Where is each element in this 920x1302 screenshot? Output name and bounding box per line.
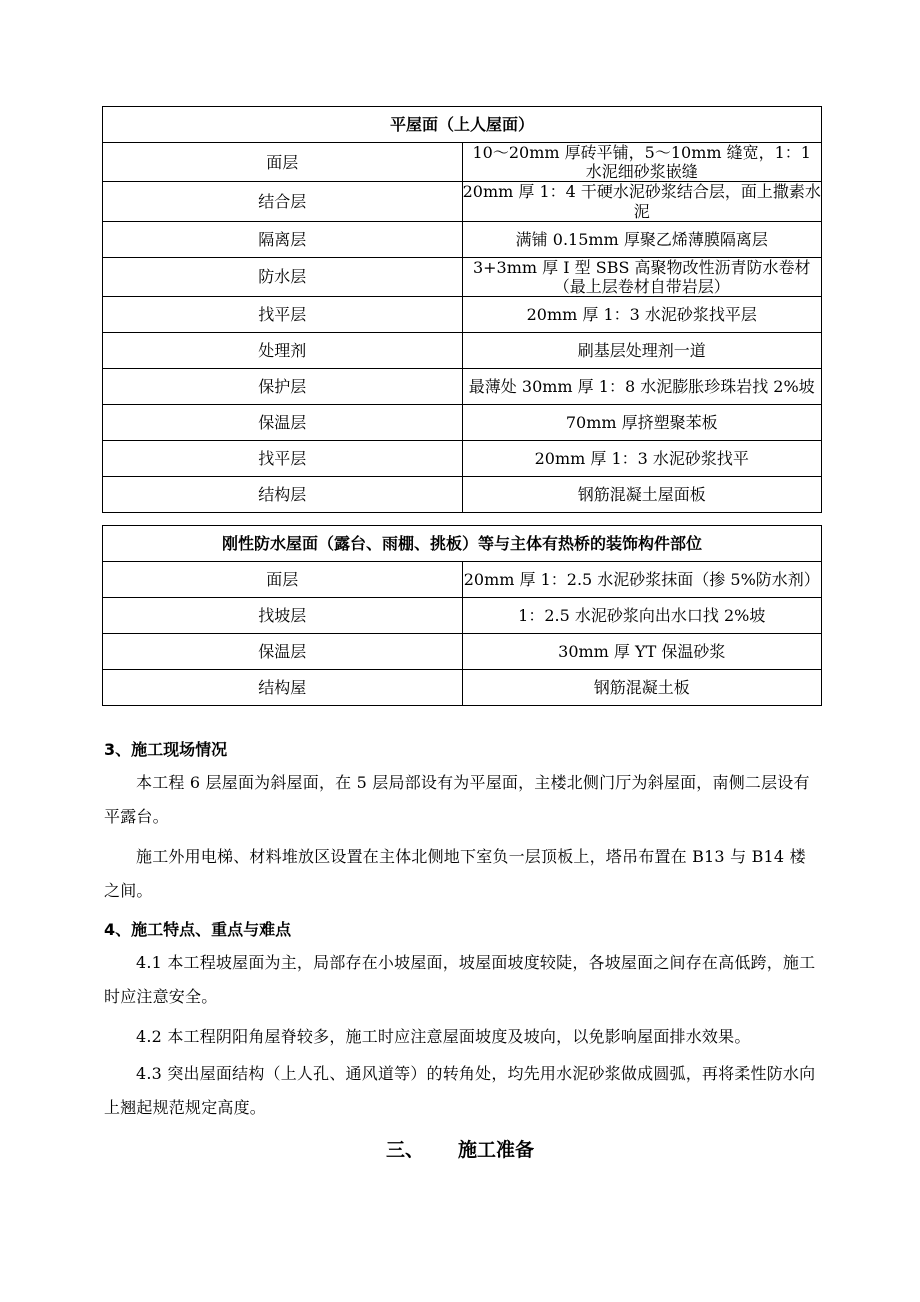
- table-row: [103, 670, 822, 706]
- paragraph: 施工外用电梯、材料堆放区设置在主体北侧地下室负一层顶板上，塔吊布置在 B13 与 B14 楼之间。: [104, 847, 806, 900]
- table-row: [103, 405, 822, 441]
- layer-label: 找平层: [103, 297, 463, 333]
- table-row: [103, 182, 822, 221]
- layer-spec: 3+3mm 厚 I 型 SBS 高聚物改性沥青防水卷材（最上层卷材自带岩层）: [462, 257, 822, 296]
- layer-spec: 70mm 厚挤塑聚苯板: [462, 405, 822, 441]
- rigid-roof-table: [102, 525, 822, 706]
- table-row: [103, 441, 822, 477]
- layer-spec: 10～20mm 厚砖平铺，5～10mm 缝宽，1：1 水泥细砂浆嵌缝: [462, 143, 822, 182]
- layer-spec: 20mm 厚 1：2.5 水泥砂浆抹面（掺 5%防水剂）: [462, 562, 822, 598]
- layer-spec: 刷基层处理剂一道: [462, 333, 822, 369]
- table-row: [103, 562, 822, 598]
- paragraph: 4.1 本工程坡屋面为主，局部存在小坡屋面，坡屋面坡度较陡，各坡屋面之间存在高低跨，施工时应注意安全。: [104, 953, 816, 1006]
- layer-label: 结构层: [103, 477, 463, 513]
- table-title: 平屋面（上人屋面）: [103, 107, 822, 143]
- layer-label: 处理剂: [103, 333, 463, 369]
- table-row: [103, 333, 822, 369]
- layer-label: 保护层: [103, 369, 463, 405]
- table-row: [103, 143, 822, 182]
- section-heading: 3、施工现场情况: [104, 740, 228, 759]
- layer-spec: 20mm 厚 1：4 干硬水泥砂浆结合层，面上撒素水泥: [462, 182, 821, 221]
- layer-spec: 20mm 厚 1：3 水泥砂浆找平: [462, 441, 822, 477]
- chapter-title: 施工准备: [458, 1139, 535, 1161]
- layer-spec: 20mm 厚 1：3 水泥砂浆找平层: [462, 297, 822, 333]
- table-row: [103, 477, 822, 513]
- layer-label: 找坡层: [103, 598, 463, 634]
- layer-label: 防水层: [103, 257, 463, 296]
- section-heading: 4、施工特点、重点与难点: [104, 920, 292, 939]
- layer-label: 保温层: [103, 634, 463, 670]
- flat-roof-table: [102, 106, 822, 513]
- chapter-heading: [0, 1135, 920, 1162]
- table-row: [103, 598, 822, 634]
- table-row: [103, 257, 822, 296]
- table-row: [103, 369, 822, 405]
- table-row: [103, 634, 822, 670]
- paragraph: 4.2 本工程阴阳角屋脊较多，施工时应注意屋面坡度及坡向，以免影响屋面排水效果。: [136, 1027, 751, 1046]
- layer-label: 结构屋: [103, 670, 463, 706]
- layer-label: 隔离层: [103, 221, 463, 257]
- table-row: [103, 221, 822, 257]
- paragraph: 4.3 突出屋面结构（上人孔、通风道等）的转角处，均先用水泥砂浆做成圆弧，再将柔性防水向上翘起规范规定高度。: [104, 1064, 816, 1117]
- layer-label: 面层: [103, 143, 463, 182]
- layer-spec: 30mm 厚 YT 保温砂浆: [462, 634, 822, 670]
- layer-spec: 满铺 0.15mm 厚聚乙烯薄膜隔离层: [462, 221, 822, 257]
- layer-label: 找平层: [103, 441, 463, 477]
- layer-spec: 钢筋混凝土屋面板: [462, 477, 822, 513]
- layer-label: 结合层: [103, 182, 463, 221]
- table-title: 刚性防水屋面（露台、雨棚、挑板）等与主体有热桥的装饰构件部位: [103, 526, 822, 562]
- chapter-number: 三、: [385, 1139, 424, 1161]
- layer-label: 保温层: [103, 405, 463, 441]
- table-row: [103, 297, 822, 333]
- layer-label: 面层: [103, 562, 463, 598]
- layer-spec: 1：2.5 水泥砂浆向出水口找 2%坡: [462, 598, 822, 634]
- layer-spec: 最薄处 30mm 厚 1：8 水泥膨胀珍珠岩找 2%坡: [462, 369, 822, 405]
- paragraph: 本工程 6 层屋面为斜屋面，在 5 层局部设有为平屋面，主楼北侧门厅为斜屋面，南侧二层设有平露台。: [104, 773, 810, 826]
- layer-spec: 钢筋混凝土板: [462, 670, 822, 706]
